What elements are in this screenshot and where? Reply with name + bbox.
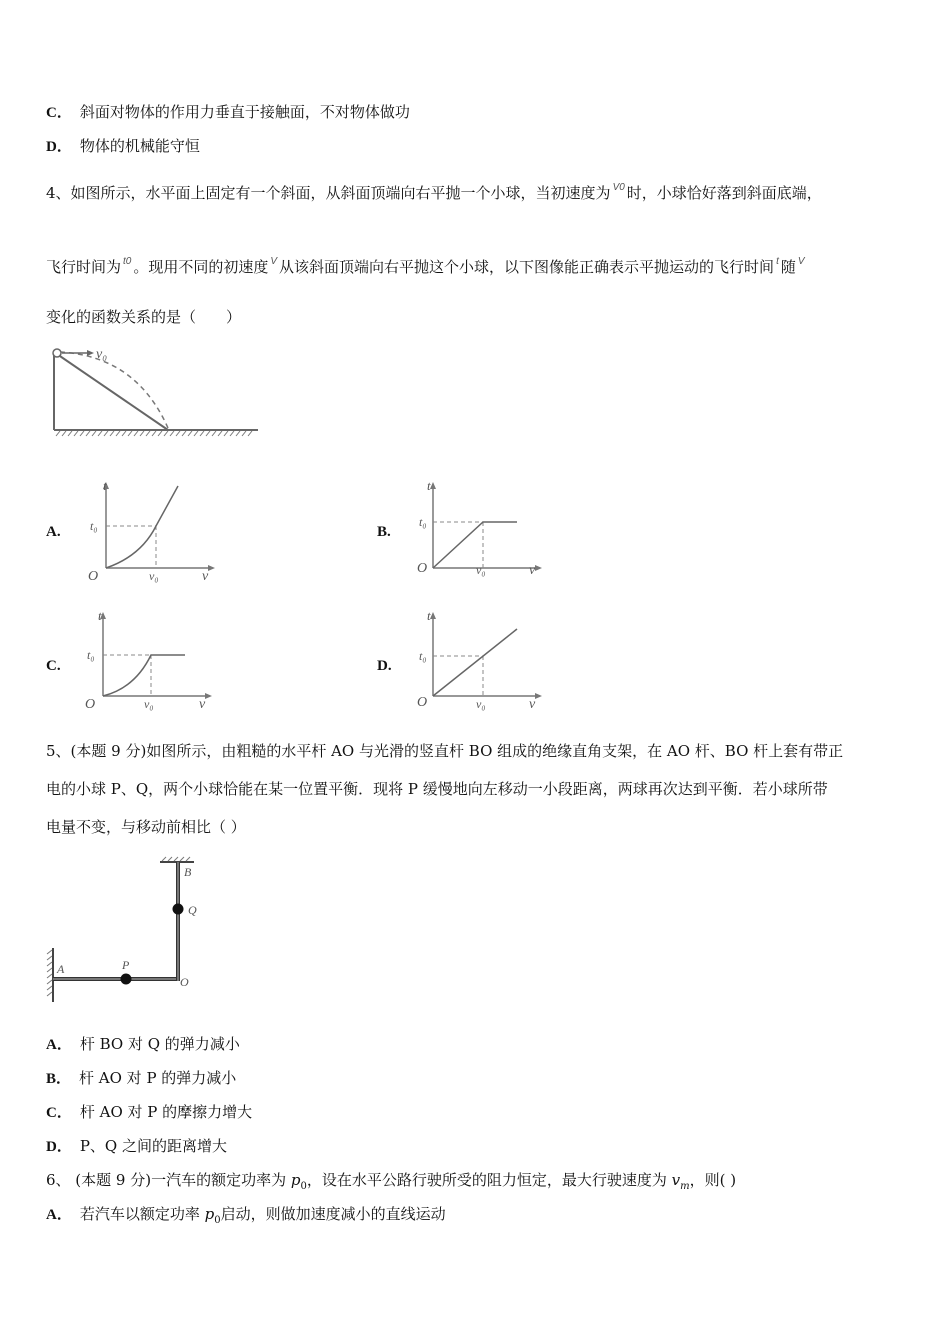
stem-text: ，设在水平公路行驶所受的阻力恒定，最大行驶速度为	[306, 1171, 672, 1189]
q4-option-b-label[interactable]: B.	[377, 524, 391, 540]
ball-p-icon	[121, 974, 132, 985]
option-text: 杆 BO 对 Q 的弹力减小	[79, 1035, 240, 1053]
q5-option-d[interactable]	[46, 1136, 227, 1157]
stem-text: 从该斜面顶端向右平抛这个小球，以下图像能正确表示平抛运动的飞行时间	[279, 258, 775, 276]
option-label: A．	[46, 1037, 72, 1053]
q4-option-c-label[interactable]: C.	[46, 658, 61, 674]
q6-stem	[46, 1170, 736, 1193]
symbol-v0: V0	[612, 182, 625, 193]
option-text: 物体的机械能守恒	[79, 137, 200, 155]
q3-option-c	[46, 102, 410, 123]
svg-text:O: O	[85, 697, 96, 712]
option-text: 若汽车以额定功率	[79, 1205, 205, 1223]
stem-text: 随	[780, 258, 796, 276]
q4-option-d-label[interactable]: D.	[377, 658, 392, 674]
subscript: m	[680, 1181, 690, 1192]
q4-option-d-graph[interactable]	[413, 606, 553, 716]
stem-text: 时，小球恰好落到斜面底端，	[626, 184, 822, 202]
symbol-v: v	[671, 1171, 681, 1189]
symbol-p: p	[290, 1171, 301, 1189]
svg-text:v: v	[529, 563, 536, 578]
stem-text: 如图所示，水平面上固定有一个斜面，从斜面顶端向右平抛一个小球，当初速度为	[70, 184, 611, 202]
option-label: D．	[46, 139, 72, 155]
option-label: B．	[46, 1071, 72, 1087]
label-v0: v₀	[96, 347, 108, 362]
svg-text:t₀: t₀	[419, 515, 427, 529]
q5-option-c[interactable]	[46, 1102, 252, 1123]
svg-text:t: t	[98, 608, 102, 623]
q5-stem-line2: 电的小球 P、Q，两个小球恰能在某一位置平衡．现将 P 缓慢地向左移动一小段距离，两球再次达到平衡．若小球所带	[46, 780, 828, 798]
option-label: D．	[46, 1139, 72, 1155]
q4-stem-line3: 变化的函数关系的是（ ）	[46, 308, 242, 326]
option-label: A．	[46, 1207, 72, 1223]
ball-q-icon	[173, 904, 184, 915]
svg-text:v₀: v₀	[149, 569, 159, 583]
svg-text:v₀: v₀	[476, 697, 486, 711]
stem-text: 6、 (本题 9 分)一汽车的额定功率为	[46, 1171, 291, 1189]
q4-stem-line2	[46, 257, 807, 280]
q4-option-c-graph[interactable]	[83, 606, 223, 716]
stem-text: 飞行时间为	[46, 258, 122, 276]
svg-text:v: v	[529, 697, 536, 712]
option-text: 杆 AO 对 P 的摩擦力增大	[79, 1103, 253, 1121]
q4-stem-line1	[46, 183, 822, 206]
subscript: 0	[214, 1215, 221, 1226]
svg-text:v: v	[202, 569, 209, 584]
option-text: 启动，则做加速度减小的直线运动	[220, 1205, 446, 1223]
svg-text:v: v	[199, 697, 206, 712]
svg-text:v₀: v₀	[476, 563, 486, 577]
symbol-v: V	[797, 256, 805, 267]
symbol-t0: t0	[123, 256, 132, 267]
option-text: 杆 AO 对 P 的弹力减小	[79, 1069, 237, 1087]
question-number: 4、	[46, 184, 71, 202]
symbol-t: t	[776, 256, 779, 267]
q5-stem-line1: 5、(本题 9 分)如图所示，由粗糙的水平杆 AO 与光滑的竖直杆 BO 组成的绝缘直角支架，在 AO 杆、BO 杆上套有带正	[46, 742, 844, 760]
svg-text:t₀: t₀	[419, 649, 427, 663]
q5-stem-line3: 电量不变，与移动前相比（ ）	[46, 818, 246, 836]
symbol-p: p	[204, 1205, 215, 1223]
q5-option-a[interactable]	[46, 1034, 240, 1055]
symbol-v: V	[270, 256, 278, 267]
option-label: C．	[46, 105, 72, 121]
stem-text: ，则( )	[689, 1171, 737, 1189]
option-text: P、Q 之间的距离增大	[79, 1137, 228, 1155]
ball-icon	[53, 349, 61, 357]
svg-text:O: O	[180, 975, 189, 989]
q4-option-a-label[interactable]: A.	[46, 524, 61, 540]
svg-text:Q: Q	[188, 903, 197, 917]
bracket-figure	[44, 856, 214, 1006]
q4-option-b-graph[interactable]	[413, 476, 553, 586]
incline-figure	[46, 342, 266, 438]
q3-option-d	[46, 136, 200, 157]
q6-option-a[interactable]	[46, 1204, 446, 1227]
svg-text:v₀: v₀	[144, 697, 154, 711]
svg-text:t: t	[103, 478, 107, 493]
svg-text:A: A	[57, 962, 65, 976]
q4-option-a-graph[interactable]	[86, 476, 226, 586]
svg-text:t: t	[427, 608, 431, 623]
stem-text: 。现用不同的初速度	[133, 258, 269, 276]
svg-text:t: t	[427, 478, 431, 493]
svg-text:O: O	[88, 569, 99, 584]
option-text: 斜面对物体的作用力垂直于接触面，不对物体做功	[79, 103, 410, 121]
svg-text:O: O	[417, 695, 428, 710]
q5-option-b[interactable]	[46, 1068, 236, 1089]
option-label: C．	[46, 1105, 72, 1121]
subscript: 0	[300, 1181, 307, 1192]
svg-text:t₀: t₀	[87, 648, 95, 662]
svg-text:O: O	[417, 561, 428, 576]
svg-text:P: P	[122, 958, 130, 972]
svg-text:B: B	[184, 865, 192, 879]
svg-text:t₀: t₀	[90, 519, 98, 533]
